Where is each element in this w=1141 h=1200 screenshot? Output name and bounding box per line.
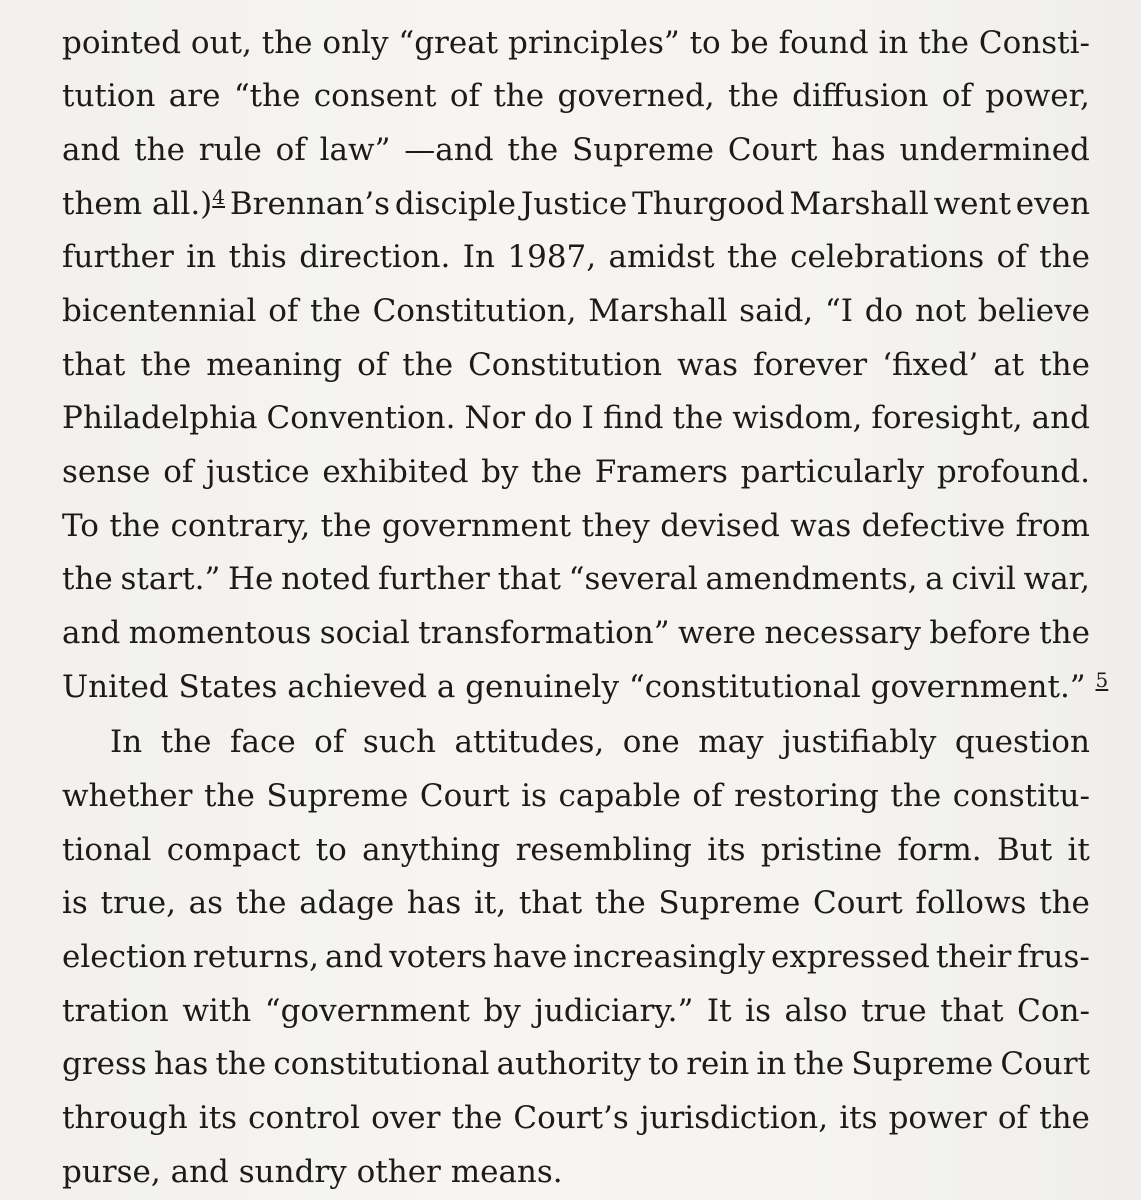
word: control [248, 1100, 361, 1136]
word: it, [473, 885, 507, 921]
word: may [698, 724, 764, 760]
word: anything [362, 832, 501, 868]
word: increasingly [573, 939, 766, 975]
word: of [357, 347, 388, 383]
word: forever [753, 347, 868, 383]
word: Court [813, 885, 903, 921]
word: foresight, [871, 400, 1023, 436]
text-line-6 [62, 293, 1090, 329]
word: power [888, 1100, 987, 1136]
word: that [497, 561, 561, 597]
word: returns, [192, 939, 320, 975]
text-line-19 [62, 993, 1090, 1029]
word: 1987, [507, 239, 597, 275]
word: that [518, 885, 583, 921]
word: pristine [760, 832, 883, 868]
word: necessary [764, 615, 921, 651]
word: its [198, 1100, 238, 1136]
word: this [228, 239, 287, 275]
word: In [462, 239, 495, 275]
text-line-18 [62, 939, 1090, 975]
word: is [745, 993, 771, 1029]
word: believe [977, 293, 1090, 329]
word: the [1039, 347, 1090, 383]
word: “the [233, 78, 301, 114]
word: was [790, 508, 852, 544]
word: authority [496, 1046, 641, 1082]
word: Framers [594, 454, 728, 490]
word: To [62, 508, 99, 544]
word: true, [100, 885, 176, 921]
word: civil [951, 561, 1016, 597]
word: they [581, 508, 650, 544]
text-line-1 [62, 25, 1090, 61]
word: has [831, 132, 886, 168]
word: noted [281, 561, 371, 597]
text-line-13 [62, 668, 1109, 705]
word: the [594, 885, 646, 921]
word: find [602, 400, 664, 436]
word: restoring [734, 778, 879, 814]
word: in [186, 239, 217, 275]
word: Constitution, [372, 293, 577, 329]
word: Thurgood [632, 186, 785, 222]
word: is [521, 778, 547, 814]
word: adage [299, 885, 395, 921]
word: with [182, 993, 252, 1029]
word: the [1039, 885, 1090, 921]
word: such [362, 724, 437, 760]
word: Supreme [266, 778, 409, 814]
word: its [839, 1100, 878, 1136]
word: by [481, 454, 519, 490]
word: Con- [1017, 993, 1090, 1029]
word: not [914, 293, 967, 329]
word: “government [264, 993, 470, 1029]
word: found [778, 25, 869, 61]
word: through [62, 1100, 188, 1136]
word: in [756, 1046, 787, 1082]
word: of [996, 239, 1027, 275]
word: the [140, 347, 192, 383]
word: and [324, 939, 384, 975]
word: Consti- [978, 25, 1090, 61]
word: the [204, 778, 255, 814]
word: justice [206, 454, 310, 490]
word: pointed [62, 25, 182, 61]
word: bicentennial [62, 293, 257, 329]
word: Justice [520, 186, 628, 222]
word: It [706, 993, 732, 1029]
word: principles” [508, 25, 680, 61]
word: question [954, 724, 1090, 760]
word: attitudes, [454, 724, 605, 760]
word: exhibited [322, 454, 469, 490]
word: in [878, 25, 909, 61]
word: of [314, 724, 345, 760]
word: before [929, 615, 1031, 651]
word: momentous [128, 615, 312, 651]
word: be [730, 25, 769, 61]
word: constitutional [273, 1046, 490, 1082]
word: governed, [557, 78, 715, 114]
word: ‘fixed’ [882, 347, 979, 383]
word: Marshall [789, 186, 929, 222]
word: the [918, 25, 969, 61]
word: also [784, 993, 848, 1029]
word: start.” [120, 561, 221, 597]
word: power, [985, 78, 1090, 114]
word: are [168, 78, 221, 114]
word: undermined [899, 132, 1090, 168]
word: only [322, 25, 389, 61]
word: further [378, 561, 490, 597]
word: the [320, 508, 372, 544]
word: the [215, 1046, 267, 1082]
word: He [227, 561, 274, 597]
word: war, [1023, 561, 1090, 597]
word: the [507, 132, 559, 168]
word: I [581, 400, 594, 436]
text-line-9 [62, 454, 1090, 490]
word: their [935, 939, 1012, 975]
word: out, [190, 25, 252, 61]
word: law” [319, 132, 391, 168]
word: to [647, 1046, 680, 1082]
word: tution [62, 78, 156, 114]
word: of [163, 454, 194, 490]
word: defective [861, 508, 1006, 544]
word: that [62, 347, 126, 383]
word: social [319, 615, 410, 651]
word: that [940, 993, 1004, 1029]
word: was [677, 347, 739, 383]
word: do [864, 293, 904, 329]
word: and [62, 615, 121, 651]
word: sense [62, 454, 151, 490]
word: the [402, 347, 454, 383]
word: went [933, 186, 1011, 222]
word: even [1015, 186, 1090, 222]
word: frus- [1017, 939, 1090, 975]
word: a [925, 561, 944, 597]
word: the [261, 25, 313, 61]
word: Convention. [266, 400, 456, 436]
text-line-4 [62, 185, 1090, 222]
word: of [449, 78, 480, 114]
word: justifiably [782, 724, 937, 760]
word: the [62, 561, 113, 597]
text-line-16 [62, 832, 1090, 868]
word: face [230, 724, 296, 760]
text-line-22: purse, and sundry other means. [62, 1154, 563, 1190]
word: the [1039, 239, 1090, 275]
text-line-4-start: them all.)$^4$ [62, 185, 226, 222]
word: tration [62, 993, 169, 1029]
word: expressed [771, 939, 930, 975]
word: the [134, 132, 185, 168]
text-line-5 [62, 239, 1090, 275]
word: profound. [936, 454, 1090, 490]
word: amidst [608, 239, 715, 275]
word: rule [198, 132, 262, 168]
word: wisdom, [732, 400, 863, 436]
footnote-4-link[interactable]: 4 [212, 185, 226, 209]
footnote-5-link[interactable]: 5 [1095, 668, 1109, 692]
word: over [371, 1100, 441, 1136]
word: one [622, 724, 680, 760]
text-line-21 [62, 1100, 1090, 1136]
word: true [861, 993, 927, 1029]
word: the [726, 239, 778, 275]
word: Constitution [468, 347, 663, 383]
word: has [406, 885, 462, 921]
word: by [483, 993, 521, 1029]
word: “great [398, 25, 499, 61]
word: election [62, 939, 187, 975]
word: of [268, 293, 299, 329]
text-line-10 [62, 508, 1090, 544]
word: and [62, 132, 121, 168]
paragraph-2-line-1 [110, 724, 1090, 760]
text-line-7 [62, 347, 1090, 383]
word: government [381, 508, 572, 544]
word: the [672, 400, 724, 436]
word: devised [660, 508, 780, 544]
word: the [493, 78, 545, 114]
text-line-2 [62, 78, 1090, 114]
word: of [275, 132, 306, 168]
word: the [793, 1046, 845, 1082]
word: at [993, 347, 1025, 383]
word: said, [739, 293, 814, 329]
word: constitu- [952, 778, 1090, 814]
word: its [707, 832, 746, 868]
word: amendments, [705, 561, 918, 597]
word: of [941, 78, 972, 114]
word: the [531, 454, 582, 490]
word: the [235, 885, 287, 921]
word: Brennan’s [229, 186, 390, 222]
word: has [153, 1046, 209, 1082]
word: Marshall [588, 293, 728, 329]
word: “several [568, 561, 698, 597]
word: disciple [394, 186, 516, 222]
word: the [160, 724, 212, 760]
word: compact [166, 832, 301, 868]
text-line-20 [62, 1046, 1090, 1082]
word: from [1015, 508, 1090, 544]
word: Court [1000, 1046, 1090, 1082]
word: follows [915, 885, 1027, 921]
word: do [534, 400, 573, 436]
word: rein [686, 1046, 750, 1082]
text-line-17 [62, 885, 1090, 921]
text-line-12 [62, 615, 1090, 651]
word: jurisdiction, [639, 1100, 829, 1136]
word: form. [897, 832, 982, 868]
word: judiciary.” [534, 993, 694, 1029]
text-line-11 [62, 561, 1090, 597]
word: is [62, 885, 88, 921]
word: transformation” [418, 615, 670, 651]
word: resembling [515, 832, 692, 868]
word: Philadelphia [62, 400, 258, 436]
text-line-13-text: United States achieved a genuinely “constitutional government.” [62, 669, 1086, 705]
word: the [310, 293, 361, 329]
word: consent [313, 78, 437, 114]
word: of [997, 1100, 1029, 1136]
word: the [1039, 1100, 1090, 1136]
word: tional [62, 832, 152, 868]
word: the [728, 78, 779, 114]
word: direction. [299, 239, 451, 275]
word: as [188, 885, 224, 921]
word: gress [62, 1046, 147, 1082]
word: capable [558, 778, 681, 814]
word: Supreme [572, 132, 714, 168]
word: In [110, 724, 143, 760]
word: the [1039, 615, 1090, 651]
word: diffusion [792, 78, 929, 114]
word: the [890, 778, 942, 814]
word: Court [419, 778, 510, 814]
word: meaning [206, 347, 343, 383]
text-line-15 [62, 778, 1090, 814]
word: whether [62, 778, 193, 814]
word: contrary, [170, 508, 311, 544]
word: celebrations [790, 239, 985, 275]
word: to [689, 25, 721, 61]
word: it [1067, 832, 1090, 868]
word: “I [824, 293, 853, 329]
word: were [677, 615, 756, 651]
word: the [451, 1100, 503, 1136]
word: the [109, 508, 161, 544]
word: Nor [464, 400, 526, 436]
word: Supreme [658, 885, 801, 921]
word: Court [727, 132, 818, 168]
word: Court’s [513, 1100, 629, 1136]
word: further [62, 239, 174, 275]
word: to [315, 832, 347, 868]
word: particularly [740, 454, 925, 490]
word: voters [389, 939, 487, 975]
text-line-8 [62, 400, 1090, 436]
word: and [1031, 400, 1090, 436]
word: have [492, 939, 568, 975]
text-line-3 [62, 132, 1090, 168]
word: —and [404, 132, 494, 168]
word: But [996, 832, 1053, 868]
word: Supreme [851, 1046, 994, 1082]
word: of [692, 778, 723, 814]
